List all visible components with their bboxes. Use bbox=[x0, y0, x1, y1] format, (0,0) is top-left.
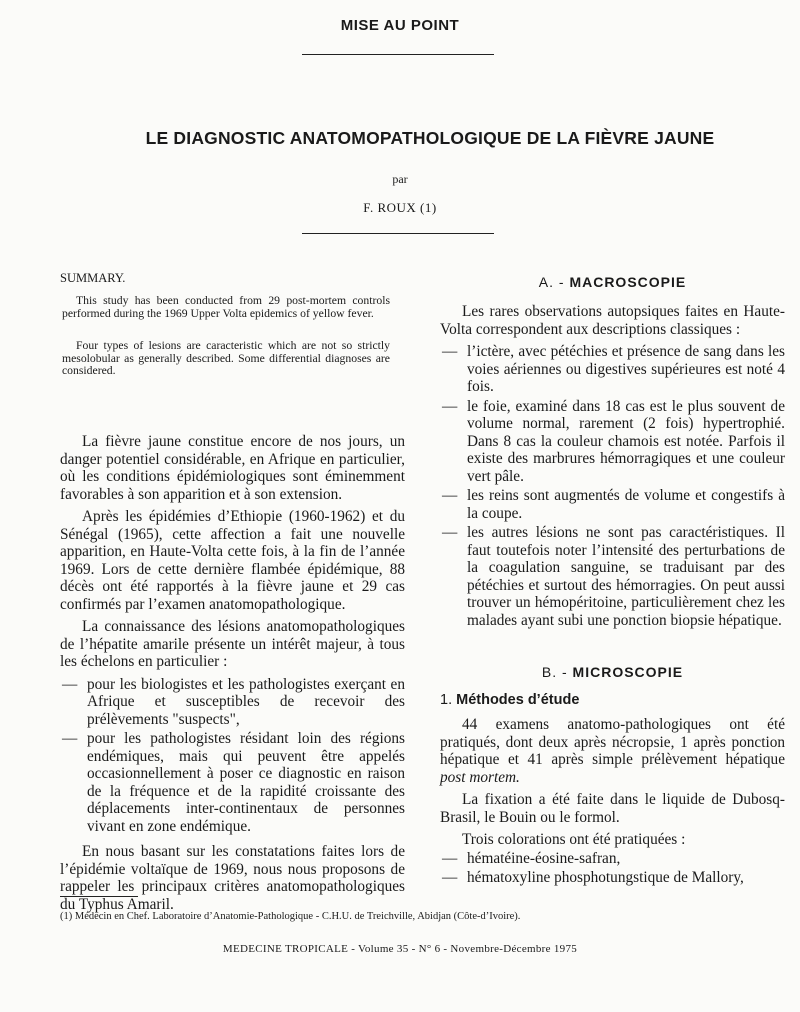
article-title: LE DIAGNOSTIC ANATOMOPATHOLOGIQUE DE LA FIÈVRE JAUNE bbox=[145, 128, 715, 148]
microscopie-heading bbox=[440, 664, 785, 680]
intro-paragraph: La fièvre jaune constitue encore de nos jours, un danger potentiel considérable, en Afrique en particulier, où les conditions épidémiologiques sont éminemment favorables à son apparition et à son extension. bbox=[60, 433, 405, 503]
list-item: — l’ictère, avec pétéchies et présence de sang dans les voies aériennes ou digestives supérieures est noté 4 fois. bbox=[440, 343, 785, 396]
list-item: — pour les pathologistes résidant loin des régions endémiques, mais qui peuvent être appelés occasionnellement à poser ce diagnostic en raison de la fréquence et de la rapidité croissante des déplacements inter-continentaux de personnes vivant en zone endémique. bbox=[60, 730, 405, 835]
section-title: MACROSCOPIE bbox=[569, 274, 687, 290]
footnote: (1) Médecin en Chef. Laboratoire d’Anatomie-Pathologique - C.H.U. de Treichville, Abidjan (Côte-d’Ivoire). bbox=[60, 911, 521, 922]
article-by: par bbox=[392, 172, 408, 186]
journal-citation: MEDECINE TROPICALE - Volume 35 - N° 6 - Novembre-Décembre 1975 bbox=[222, 943, 578, 955]
intro-paragraph: La connaissance des lésions anatomopathologiques de l’hépatite amarile présente un intérêt majeur, à tous les échelons en particulier : bbox=[60, 618, 405, 670]
list-item: — hématoxyline phosphotungstique de Mallory, bbox=[440, 869, 785, 887]
summary-paragraph: This study has been conducted from 29 post-mortem controls performed during the 1969 Upper Volta epidemics of yellow fever. bbox=[62, 294, 390, 320]
list-item: — hématéine-éosine-safran, bbox=[440, 850, 785, 868]
macroscopie-intro: Les rares observations autopsiques faites en Haute-Volta correspondent aux descriptions classiques : bbox=[440, 303, 785, 338]
methods-text: 44 examens anatomo-pathologiques ont été pratiqués, dont deux après nécropsie, 1 après ponction hépatique et 41 après simple prélèvement hépatique bbox=[440, 716, 785, 768]
methods-paragraph: Trois colorations ont été pratiquées : bbox=[462, 831, 686, 848]
subsection-title: Méthodes d’étude bbox=[456, 692, 580, 708]
intro-paragraph: Après les épidémies d’Ethiopie (1960-1962) et du Sénégal (1965), cette affection a fait une nouvelle apparition, en Haute-Volta cette fois, à la fin de l’année 1969. Lors de cette dernière flambée épidémique, 88 décès ont été rapportés à la fièvre jaune et 29 cas confirmés par l’examen anatomopathologique. bbox=[60, 508, 405, 613]
methods-paragraph: La fixation a été faite dans le liquide de Dubosq-Brasil, le Bouin ou le formol. bbox=[440, 791, 785, 826]
subsection-number: 1. bbox=[440, 692, 457, 708]
list-item: — les reins sont augmentés de volume et congestifs à la coupe. bbox=[440, 487, 785, 522]
list-item: — le foie, examiné dans 18 cas est le plus souvent de volume normal, rarement (2 fois) hypertrophié. Dans 8 cas la couleur chamois est notée. Parfois il existe des marbrures hémorragiques et une couleur vert pâle. bbox=[440, 398, 785, 486]
summary-paragraph: Four types of lesions are caracteristic which are not so strictly mesolobular as generally described. Some differential diagnoses are considered. bbox=[62, 339, 390, 377]
stain-list bbox=[440, 850, 785, 887]
footnote-rule bbox=[60, 896, 138, 897]
methods-italic: post mortem. bbox=[440, 768, 520, 786]
header-rule bbox=[302, 54, 494, 55]
list-item: — les autres lésions ne sont pas caractéristiques. Il faut toutefois noter l’intensité des perturbations de la coagulation sanguine, se traduisant par des pétéchies et surtout des hémorragies. On peut aussi trouver un hémopéritoine, particulièrement chez les malades ayant subi une ponction biopsie hépatique. bbox=[440, 524, 785, 629]
article-author: F. ROUX (1) bbox=[363, 200, 437, 215]
summary-heading: SUMMARY. bbox=[60, 271, 126, 285]
list-item: — pour les biologistes et les pathologistes exerçant en Afrique et susceptibles de recevoir des prélèvements "suspects", bbox=[60, 676, 405, 729]
macroscopie-heading bbox=[440, 274, 785, 290]
macroscopie-body bbox=[440, 303, 785, 634]
section-heading: MISE AU POINT bbox=[340, 17, 460, 34]
macroscopie-list bbox=[440, 343, 785, 629]
section-letter: A. - bbox=[538, 274, 570, 290]
methods-paragraph bbox=[440, 716, 785, 786]
left-column bbox=[60, 433, 405, 918]
microscopie-body bbox=[440, 716, 785, 892]
title-rule bbox=[302, 233, 494, 234]
section-title: MICROSCOPIE bbox=[572, 664, 684, 680]
intro-paragraph: En nous basant sur les constatations faites lors de l’épidémie voltaïque de 1969, nous nous proposons de rappeler les principaux critères anatomopathologiques du Typhus Amaril. bbox=[60, 843, 405, 913]
section-letter: B. - bbox=[541, 664, 573, 680]
methods-subheading bbox=[440, 692, 579, 708]
intro-list bbox=[60, 676, 405, 836]
